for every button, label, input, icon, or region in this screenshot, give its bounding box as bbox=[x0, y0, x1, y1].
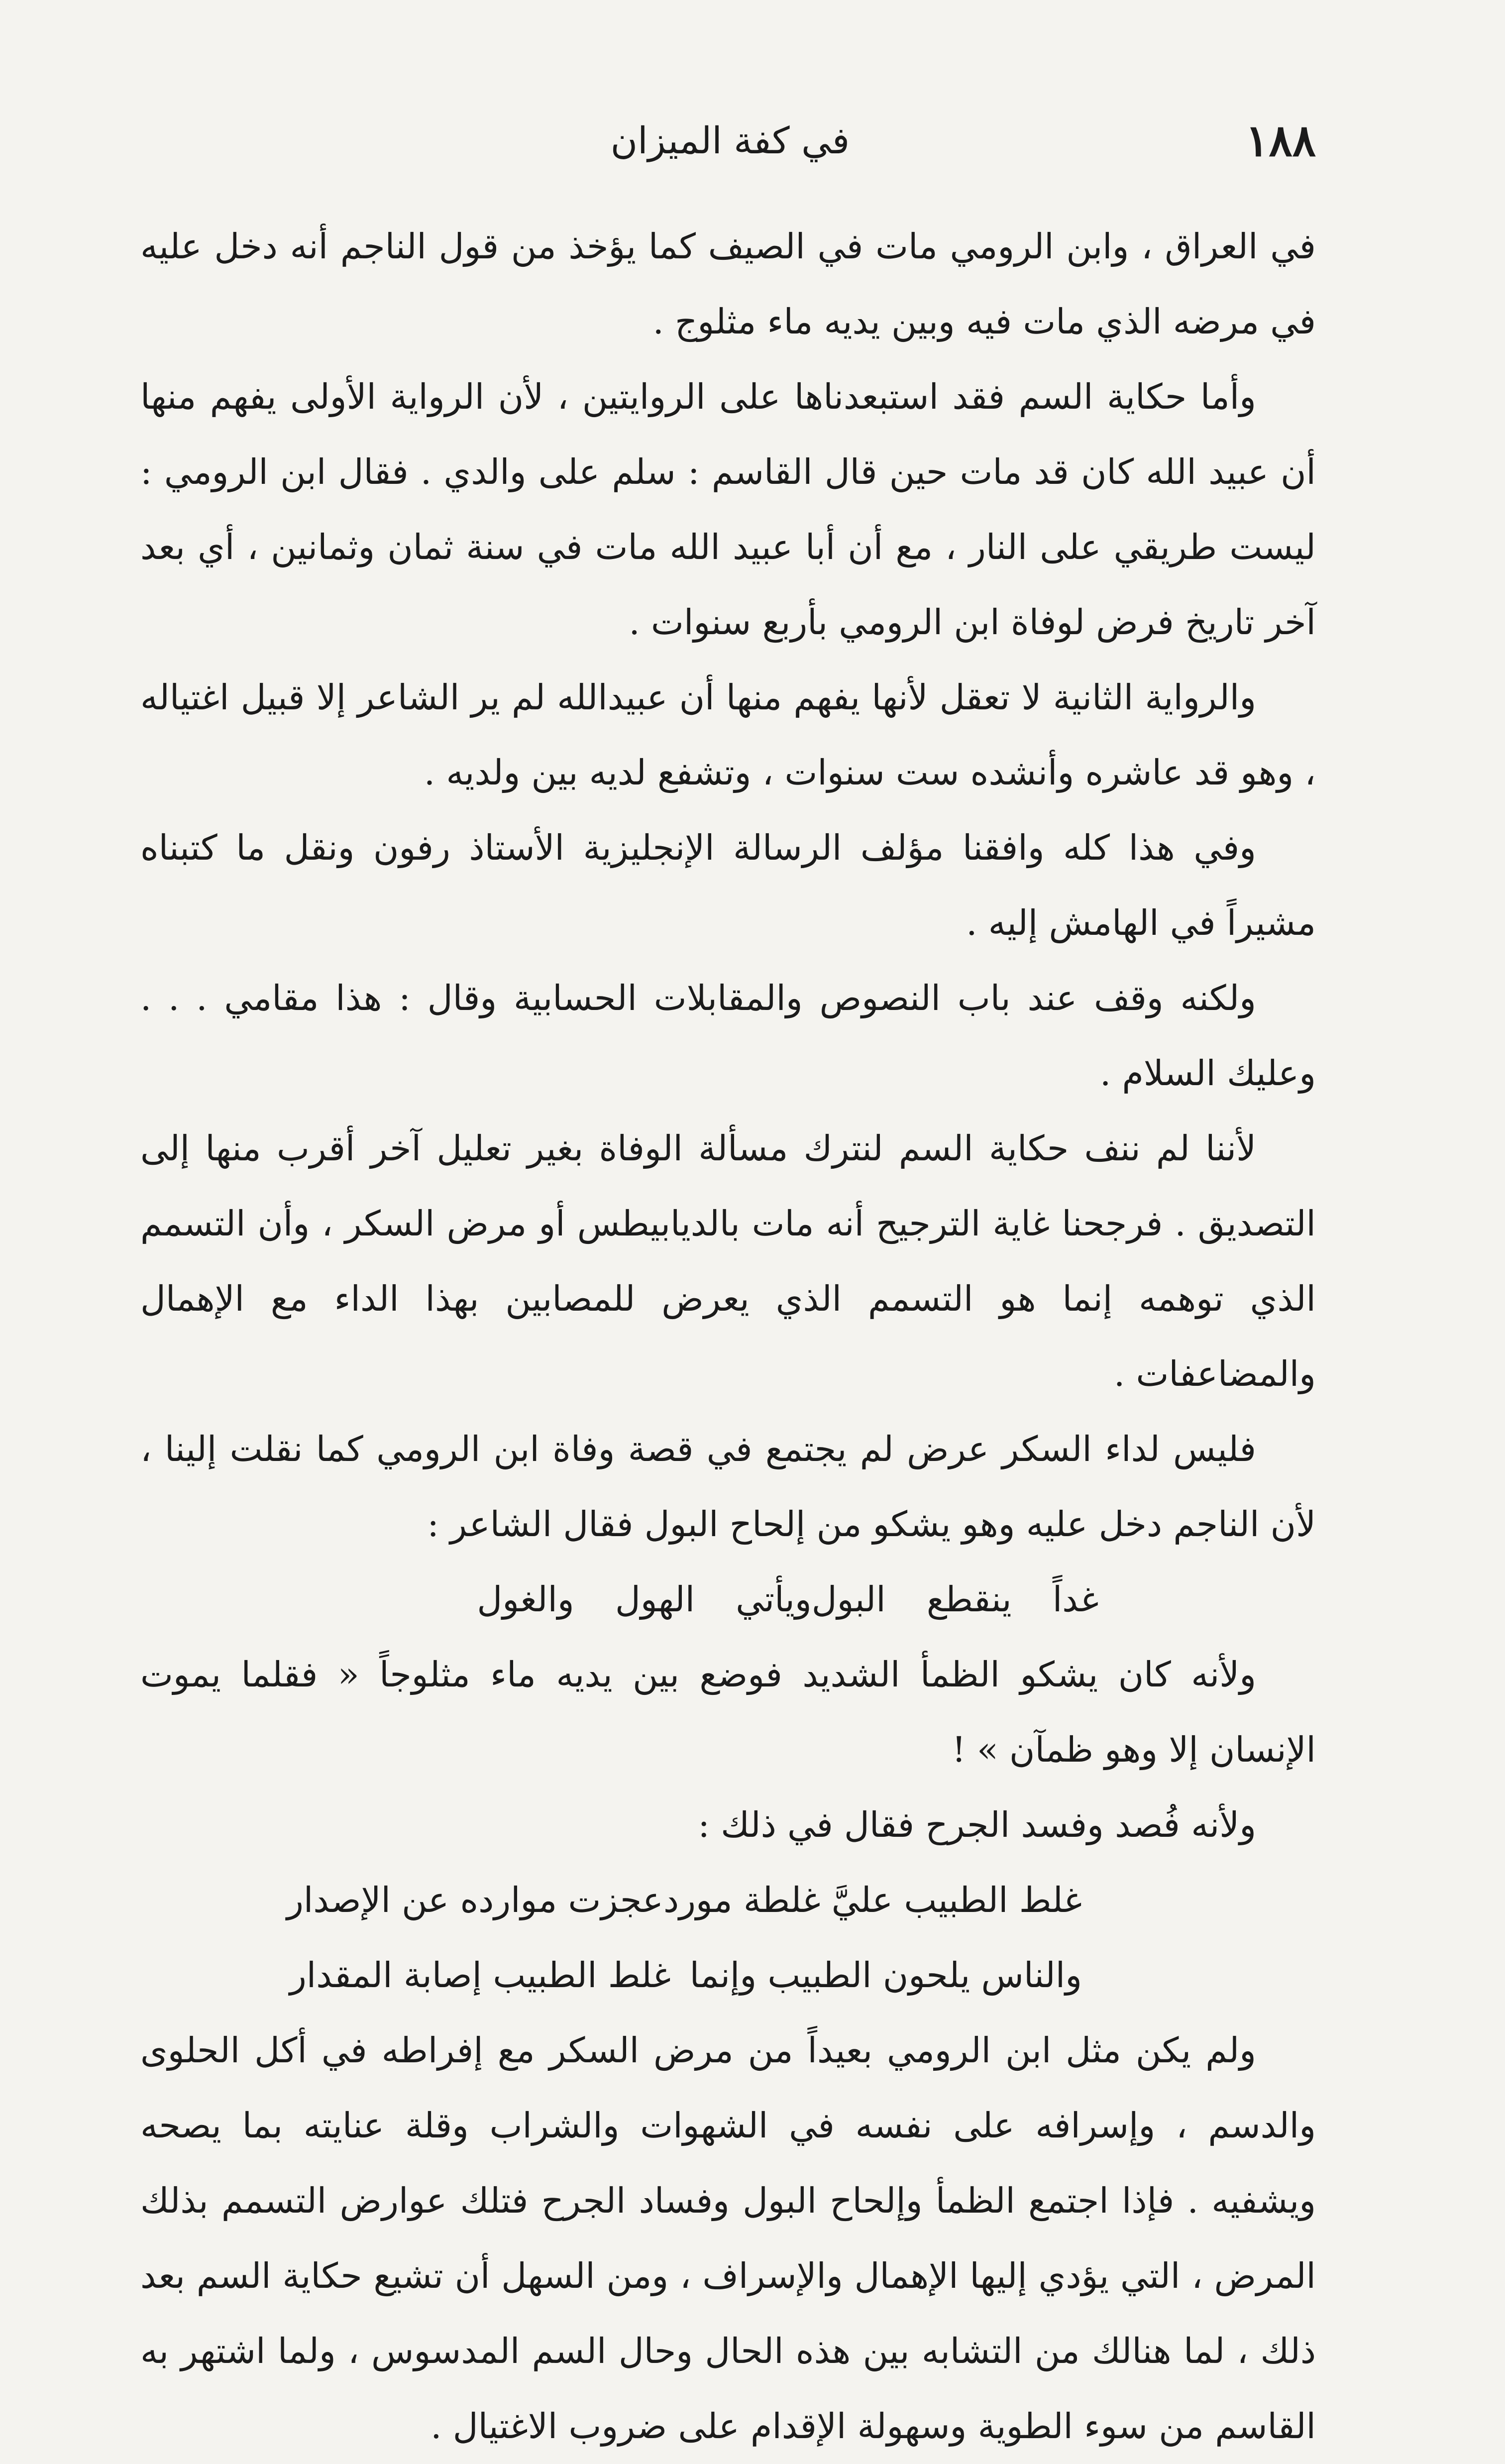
paragraph: ولأنه فُصد وفسد الجرح فقال في ذلك : bbox=[698, 1804, 1256, 1845]
paragraph: لأننا لم ننف حكاية السم لنترك مسألة الوفاة بغير تعليل آخر أقرب منها إلى التصديق . فرجحنا غاية الترجيح أنه مات بالديابيطس أو مرض السكر ، وأن التسمم الذي توهمه إنما هو التسمم الذي يعرض للمصابين بهذا الداء مع الإهمال والمضاعفات . bbox=[140, 1128, 1316, 1394]
paragraph: والرواية الثانية لا تعقل لأنها يفهم منها أن عبيدالله لم ير الشاعر إلا قبيل اغتياله ، وهو قد عاشره وأنشده ست سنوات ، وتشفع لديه بين ولديه . bbox=[140, 677, 1316, 793]
verse-hemistich: ويأتي الهول والغول bbox=[477, 1579, 812, 1620]
paragraph: فليس لداء السكر عرض لم يجتمع في قصة وفاة ابن الرومي كما نقلت إلينا ، لأن الناجم دخل عليه وهو يشكو من إلحاح البول فقال الشاعر : bbox=[140, 1429, 1316, 1545]
paragraph: ولكنه وقف عند باب النصوص والمقابلات الحسابية وقال : هذا مقامي . . . وعليك السلام . bbox=[140, 978, 1316, 1094]
verse-line bbox=[140, 1863, 1316, 1938]
verse-hemistich: غلط الطبيب إصابة المقدار bbox=[289, 1955, 671, 1996]
verse-line bbox=[140, 1938, 1316, 2013]
verse-hemistich: غلط الطبيب عليَّ غلطة مورد bbox=[663, 1880, 1082, 1920]
verse-line bbox=[140, 1562, 1316, 1637]
paragraph: ولأنه كان يشكو الظمأ الشديد فوضع بين يديه ماء مثلوجاً « فقلما يموت الإنسان إلا وهو ظمآن » ! bbox=[140, 1654, 1316, 1770]
paragraph: وأما حكاية السم فقد استبعدناها على الروايتين ، لأن الرواية الأولى يفهم منها أن عبيد الله كان قد مات حين قال القاسم : سلم على والدي . فقال ابن الرومي : ليست طريقي على النار ، مع أن أبا عبيد الله مات في سنة ثمان وثمانين ، أي بعد آخر تاريخ فرض لوفاة ابن الرومي بأربع سنوات . bbox=[140, 376, 1316, 643]
verse-hemistich: والناس يلحون الطبيب وإنما bbox=[689, 1955, 1082, 1996]
page-body bbox=[140, 209, 1316, 2464]
paragraph: ولم يكن مثل ابن الرومي بعيداً من مرض السكر مع إفراطه في أكل الحلوى والدسم ، وإسرافه على نفسه في الشهوات والشراب وقلة عنايته بما يصحه ويشفيه . فإذا اجتمع الظمأ وإلحاح البول وفساد الجرح فتلك عوارض التسمم بذلك المرض ، التي يؤدي إليها الإهمال والإسراف ، ومن السهل أن تشيع حكاية السم بعد ذلك ، لما هنالك من التشابه بين هذه الحال وحال السم المدسوس ، ولما اشتهر به القاسم من سوء الطوية وسهولة الإقدام على ضروب الاغتيال . bbox=[140, 2030, 1316, 2447]
page-header bbox=[144, 114, 1316, 174]
paragraph: وفي هذا كله وافقنا مؤلف الرسالة الإنجليزية الأستاذ رفون ونقل ما كتبناه مشيراً في الهامش إليه . bbox=[140, 827, 1316, 943]
verse-hemistich: غداً ينقطع البول bbox=[811, 1579, 1099, 1620]
verse-hemistich: عجزت موارده عن الإصدار bbox=[287, 1880, 663, 1920]
paragraph: في العراق ، وابن الرومي مات في الصيف كما يؤخذ من قول الناجم أنه دخل عليه في مرضه الذي مات فيه وبين يديه ماء مثلوج . bbox=[140, 226, 1316, 342]
running-title: في كفة الميزان bbox=[610, 119, 850, 162]
page-number: ١٨٨ bbox=[1245, 114, 1316, 166]
